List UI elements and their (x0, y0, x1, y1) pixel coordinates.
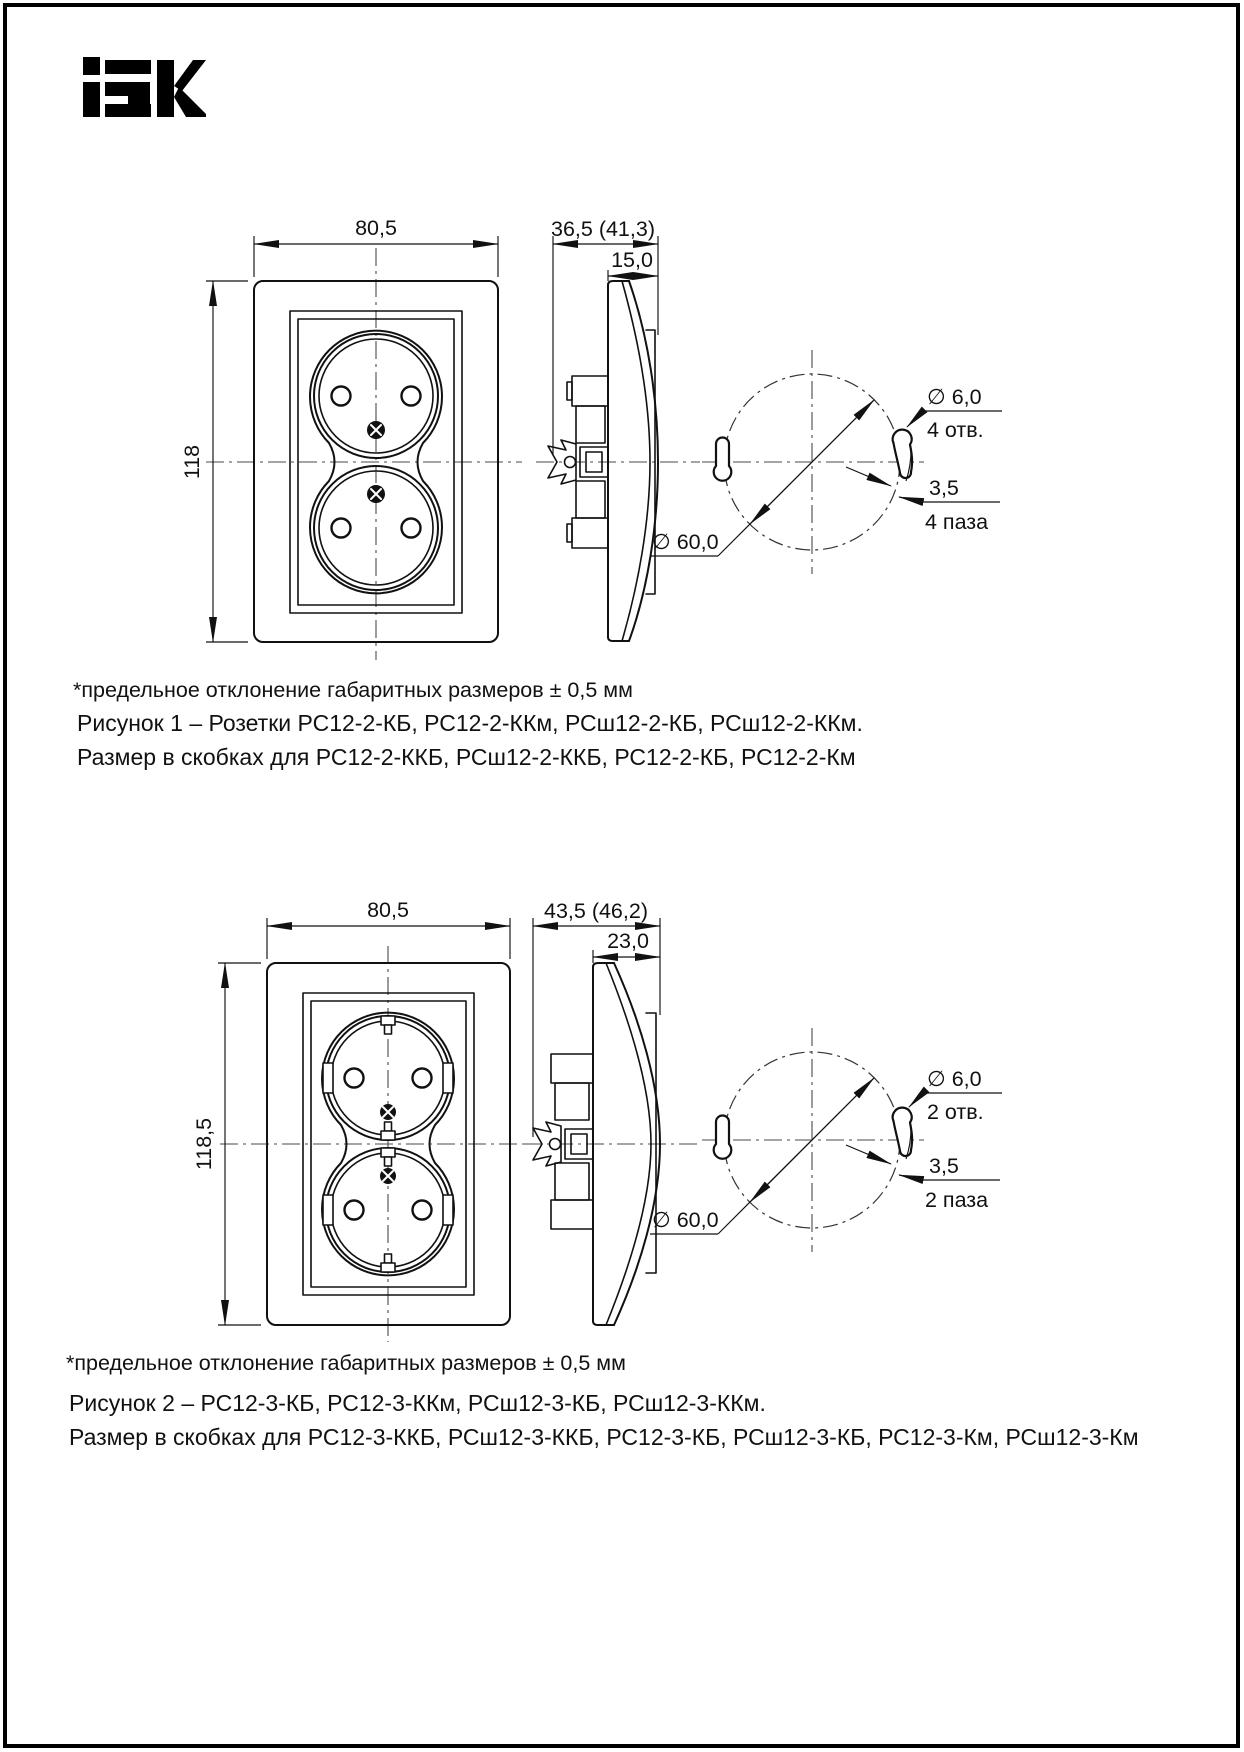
fig2-socket1-screw (380, 1104, 396, 1120)
fig1-side-view (548, 281, 658, 641)
fig1-mount-slot-count-label: 4 паза (925, 510, 989, 534)
fig2-mount-hole-label: ∅ 6,0 (927, 1067, 982, 1091)
fig1-socket1-pin-hole-right (402, 387, 421, 406)
fig2-mount-keyhole-left (714, 1116, 732, 1159)
fig1-socket2-pin-hole-left (332, 519, 351, 538)
fig1-mount-keyhole-left (714, 438, 732, 481)
fig1-mount-slot-label: 3,5 (929, 476, 959, 500)
fig1-mount-hole-count-label: 4 отв. (927, 418, 984, 442)
fig1-mount-hole-label: ∅ 6,0 (927, 385, 982, 409)
figure-2-drawing (192, 898, 1002, 1342)
fig2-note: *предельное отклонение габаритных размеров ± 0,5 мм (66, 1351, 626, 1375)
fig2-caption-line1: Рисунок 2 – РС12-3-КБ, РС12-3-ККм, РСш12-3-КБ, РСш12-3-ККм. (69, 1390, 766, 1416)
fig1-socket2-pin-hole-right (402, 519, 421, 538)
fig1-socket2-screw (368, 486, 384, 502)
fig1-front-width-label: 80,5 (355, 216, 397, 240)
fig2-side-depth-label: 43,5 (46,2) (544, 899, 648, 923)
fig1-side-face-curve (629, 281, 658, 641)
fig2-side-mechanism (533, 1054, 593, 1229)
fig2-socket1-pin-hole-right (413, 1069, 432, 1088)
fig2-socket2-screw (380, 1168, 396, 1184)
fig2-mount-hole-count-label: 2 отв. (927, 1100, 984, 1124)
fig2-socket2-pin-hole-right (413, 1201, 432, 1220)
fig2-centerlines (220, 946, 700, 1342)
fig1-mounting-view (650, 350, 1002, 574)
fig1-side-depth-label: 36,5 (41,3) (551, 217, 655, 241)
fig2-mounting-view (650, 1028, 1002, 1252)
fig1-mount-diameter-label: ∅ 60,0 (652, 530, 719, 554)
figure-1-drawing (180, 216, 1002, 660)
fig2-socket1-pin-hole-left (345, 1069, 364, 1088)
fig1-centerlines (206, 248, 700, 660)
fig2-mount-diameter-label: ∅ 60,0 (652, 1208, 719, 1232)
fig1-socket1-pin-hole-left (332, 387, 351, 406)
fig2-socket2-pin-hole-left (345, 1201, 364, 1220)
fig1-caption-line1: Рисунок 1 – Розетки РС12-2-КБ, РС12-2-ККм, РСш12-2-КБ, РСш12-2-ККм. (77, 710, 863, 736)
fig2-side-front-depth-label: 23,0 (607, 929, 649, 953)
fig1-note: *предельное отклонение габаритных размеров ± 0,5 мм (73, 678, 633, 702)
fig2-mount-slot-label: 3,5 (929, 1154, 959, 1178)
fig1-socket1-screw (368, 422, 384, 438)
fig1-front-height-label: 118 (180, 444, 204, 480)
fig2-caption-line2: Размер в скобках для РС12-3-ККБ, РСш12-3-ККБ, РС12-3-КБ, РСш12-3-КБ, РС12-3-Км, РСш12-3-Км (69, 1424, 1139, 1450)
fig2-front-width-label: 80,5 (367, 898, 409, 922)
fig2-front-height-label: 118,5 (192, 1117, 216, 1171)
fig1-caption-line2: Размер в скобках для РС12-2-ККБ, РСш12-2-ККБ, РС12-2-КБ, РС12-2-Км (77, 744, 856, 770)
fig2-mount-slot-count-label: 2 паза (925, 1188, 989, 1212)
fig1-side-front-depth-label: 15,0 (611, 248, 653, 272)
